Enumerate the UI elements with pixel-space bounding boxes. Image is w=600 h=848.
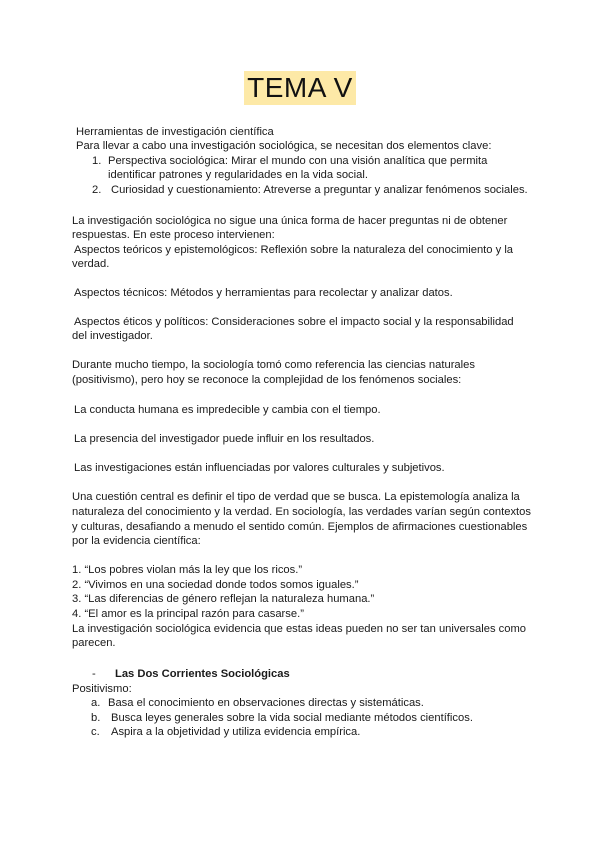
example-item: 1. “Los pobres violan más la ley que los ricos.” bbox=[72, 564, 303, 576]
list-marker: b. bbox=[91, 712, 101, 724]
page-title: TEMA V bbox=[244, 71, 356, 105]
point-conducta: La conducta humana es impredecible y cambia con el tiempo. bbox=[74, 404, 381, 416]
paragraph-line: La investigación sociológica evidencia que estas ideas pueden no ser tan universales como bbox=[72, 623, 527, 635]
paragraph-line: Una cuestión central es definir el tipo de verdad que se busca. La epistemología analiza la bbox=[72, 491, 520, 503]
aspect-teoricos: Aspectos teóricos y epistemológicos: Reflexión sobre la naturaleza del conocimiento y la bbox=[74, 244, 514, 256]
section-heading-herramientas: Herramientas de investigación científica bbox=[76, 126, 274, 138]
list-marker: 1. bbox=[92, 155, 102, 167]
intro-lead: Para llevar a cabo una investigación sociológica, se necesitan dos elementos clave: bbox=[76, 140, 492, 152]
paragraph-line: naturaleza del conocimiento y la verdad. En sociología, las verdades varían según contextos bbox=[72, 506, 531, 518]
aspect-teoricos-cont: verdad. bbox=[72, 258, 110, 270]
list-item-text: Curiosidad y cuestionamiento: Atreverse a preguntar y analizar fenómenos sociales. bbox=[111, 184, 528, 196]
paragraph-line: respuestas. En este proceso intervienen: bbox=[72, 229, 275, 241]
paragraph-line: (positivismo), pero hoy se reconoce la complejidad de los fenómenos sociales: bbox=[72, 374, 462, 386]
list-item-text: Perspectiva sociológica: Mirar el mundo con una visión analítica que permita bbox=[108, 155, 488, 167]
list-item-text: identificar patrones y regularidades en la vida social. bbox=[108, 169, 368, 181]
list-item-text: Basa el conocimiento en observaciones directas y sistemáticas. bbox=[108, 697, 424, 709]
point-valores: Las investigaciones están influenciadas por valores culturales y subjetivos. bbox=[74, 462, 445, 474]
example-item: 4. “El amor es la principal razón para casarse.” bbox=[72, 608, 304, 620]
dash-bullet: - bbox=[92, 668, 96, 680]
point-presencia: La presencia del investigador puede influir en los resultados. bbox=[74, 433, 375, 445]
title-container bbox=[0, 71, 600, 105]
list-marker: c. bbox=[91, 726, 100, 738]
example-item: 2. “Vivimos en una sociedad donde todos somos iguales.” bbox=[72, 579, 359, 591]
aspect-eticos: Aspectos éticos y políticos: Consideraciones sobre el impacto social y la responsabilidad bbox=[74, 316, 514, 328]
aspect-eticos-cont: del investigador. bbox=[72, 330, 153, 342]
paragraph-line: Durante mucho tiempo, la sociología tomó como referencia las ciencias naturales bbox=[72, 359, 475, 371]
aspect-tecnicos: Aspectos técnicos: Métodos y herramientas para recolectar y analizar datos. bbox=[74, 287, 453, 299]
paragraph-line: parecen. bbox=[72, 637, 116, 649]
example-item: 3. “Las diferencias de género reflejan la naturaleza humana.” bbox=[72, 593, 375, 605]
list-item-text: Busca leyes generales sobre la vida social mediante métodos científicos. bbox=[111, 712, 473, 724]
list-marker: 2. bbox=[92, 184, 102, 196]
paragraph-line: por la evidencia científica: bbox=[72, 535, 201, 547]
list-marker: a. bbox=[91, 697, 101, 709]
paragraph-line: La investigación sociológica no sigue una única forma de hacer preguntas ni de obtener bbox=[72, 215, 508, 227]
paragraph-line: y culturas, desafiando a menudo el sentido común. Ejemplos de afirmaciones cuestionables bbox=[72, 521, 528, 533]
list-item-text: Aspira a la objetividad y utiliza evidencia empírica. bbox=[111, 726, 361, 738]
section-heading-corrientes: Las Dos Corrientes Sociológicas bbox=[115, 668, 290, 680]
subheading-positivismo: Positivismo: bbox=[72, 683, 132, 695]
